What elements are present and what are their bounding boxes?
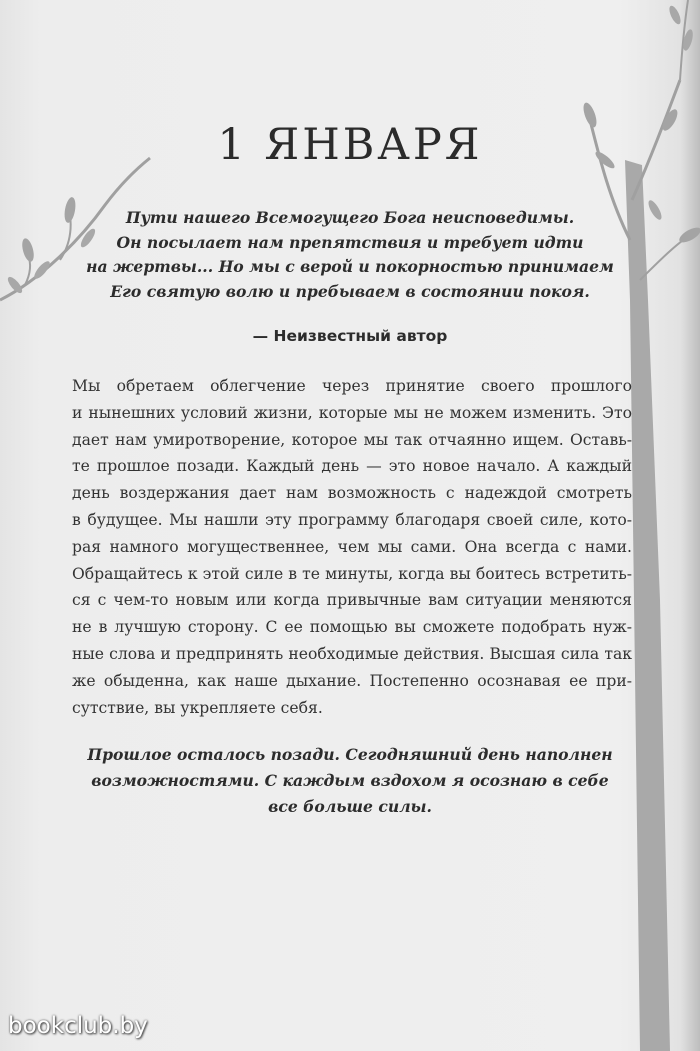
body-line: сутствие, вы укрепляете себя. [72,698,323,717]
epigraph-line: на жертвы... Но мы с верой и покорностью принимаем [86,257,614,277]
epigraph [60,206,640,305]
body-line: ные слова и предпринять необходимые действия. Высшая сила так [72,644,632,663]
epigraph-line: Его святую волю и пребываем в состоянии покоя. [110,282,590,302]
body-line: те прошлое позади. Каждый день — это новое начало. А каждый [72,457,632,476]
body-line: ся с чем-то новым или когда привычные вам ситуации меняются [72,591,632,610]
affirmation-line: все больше силы. [268,797,432,816]
affirmation-line: Прошлое осталось позади. Сегодняшний день наполнен [87,745,613,764]
body-line: в будущее. Мы нашли эту программу благодаря своей силе, кото- [72,510,632,529]
body-line: рая намного могущественнее, чем мы сами. Она всегда с нами. [72,537,632,556]
epigraph-line: Он посылает нам препятствия и требует идти [116,232,584,252]
body-line: и нынешних условий жизни, которые мы не можем изменить. Это [72,403,632,422]
watermark: bookclub.by [8,1013,148,1039]
page-title: 1 ЯНВАРЯ [217,120,483,170]
body-line: день воздержания дает нам возможность с надеждой смотреть [72,484,632,503]
body-line: Обращайтесь к этой силе в те минуты, когда вы боитесь встретить- [72,564,632,583]
body-line: не в лучшую сторону. С ее помощью вы сможете подобрать нуж- [72,618,632,637]
body-line: дает нам умиротворение, которое мы так отчаянно ищем. Оставь- [72,430,632,449]
epigraph-line: Пути нашего Всемогущего Бога неисповедимы. [125,208,575,227]
body-text [72,373,632,721]
body-line: же обыденна, как наше дыхание. Постепенно осознавая ее при- [72,671,632,690]
body-line: Мы обретаем облегчение через принятие своего прошлого [72,377,632,395]
affirmation [70,742,630,820]
epigraph-author: — Неизвестный автор [252,327,448,345]
affirmation-line: возможностями. С каждым вздохом я осознаю в себе [91,771,609,790]
